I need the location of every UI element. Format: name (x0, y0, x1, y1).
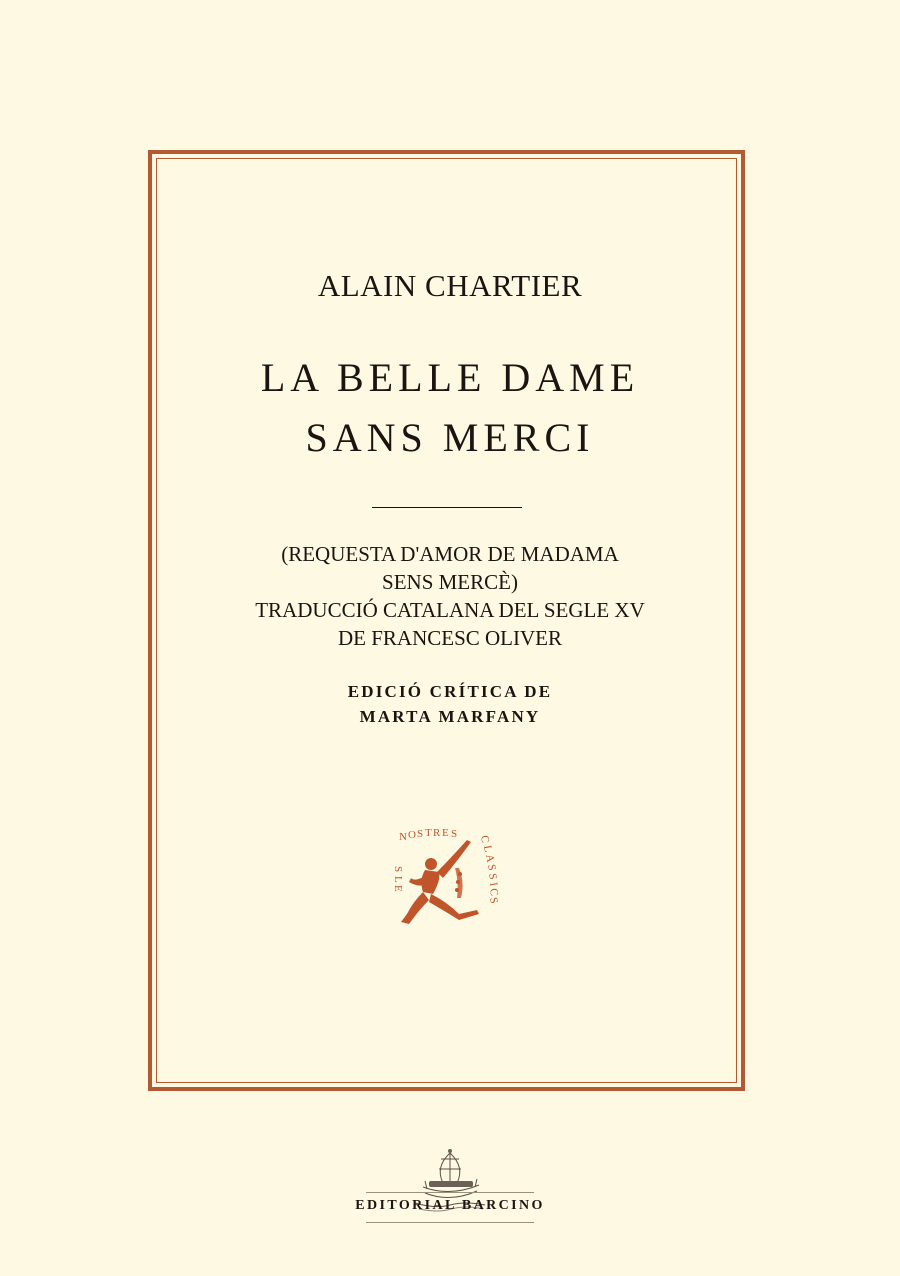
editor-name: MARTA MARFANY (359, 707, 541, 726)
svg-text:A: A (483, 853, 497, 864)
subtitle-block (0, 540, 900, 652)
series-logo-letter: N (399, 831, 407, 843)
svg-text:E: E (442, 827, 449, 839)
running-figure-icon (401, 840, 479, 924)
svg-text:O: O (408, 829, 416, 841)
ship-icon (355, 1130, 545, 1230)
svg-text:T: T (425, 827, 432, 839)
svg-text:C: C (487, 887, 501, 897)
publisher-name: EDITORIAL BARCINO (355, 1198, 545, 1213)
series-logo (385, 818, 515, 946)
publisher-rule-bottom (366, 1222, 534, 1223)
svg-text:L: L (392, 876, 404, 883)
subtitle-line: (REQUESTA D'AMOR DE MADAMA (281, 542, 619, 566)
author-name: ALAIN CHARTIER (317, 268, 583, 303)
svg-text:S: S (487, 896, 500, 905)
svg-text:C: C (478, 834, 492, 844)
svg-text:S: S (417, 828, 424, 840)
subtitle-line: SENS MERCÈ) (382, 570, 518, 594)
subtitle-line: TRADUCCIÓ CATALANA DEL SEGLE XV (255, 598, 645, 622)
svg-text:S: S (392, 866, 404, 873)
edition-credit (0, 679, 900, 729)
svg-text:S: S (451, 828, 458, 840)
svg-text:S: S (485, 863, 498, 872)
publisher-rule-top (366, 1192, 534, 1193)
svg-text:R: R (433, 827, 441, 839)
title-line-2: SANS MERCI (305, 415, 595, 460)
subtitle-line: DE FRANCESC OLIVER (337, 626, 563, 650)
svg-text:L: L (481, 844, 495, 854)
svg-text:E: E (392, 885, 404, 892)
svg-text:S: S (486, 872, 499, 881)
svg-text:I: I (487, 881, 500, 888)
edition-line: EDICIÓ CRÍTICA DE (347, 682, 553, 701)
title-divider (372, 507, 522, 508)
title-line-1: LA BELLE DAME (260, 355, 640, 400)
